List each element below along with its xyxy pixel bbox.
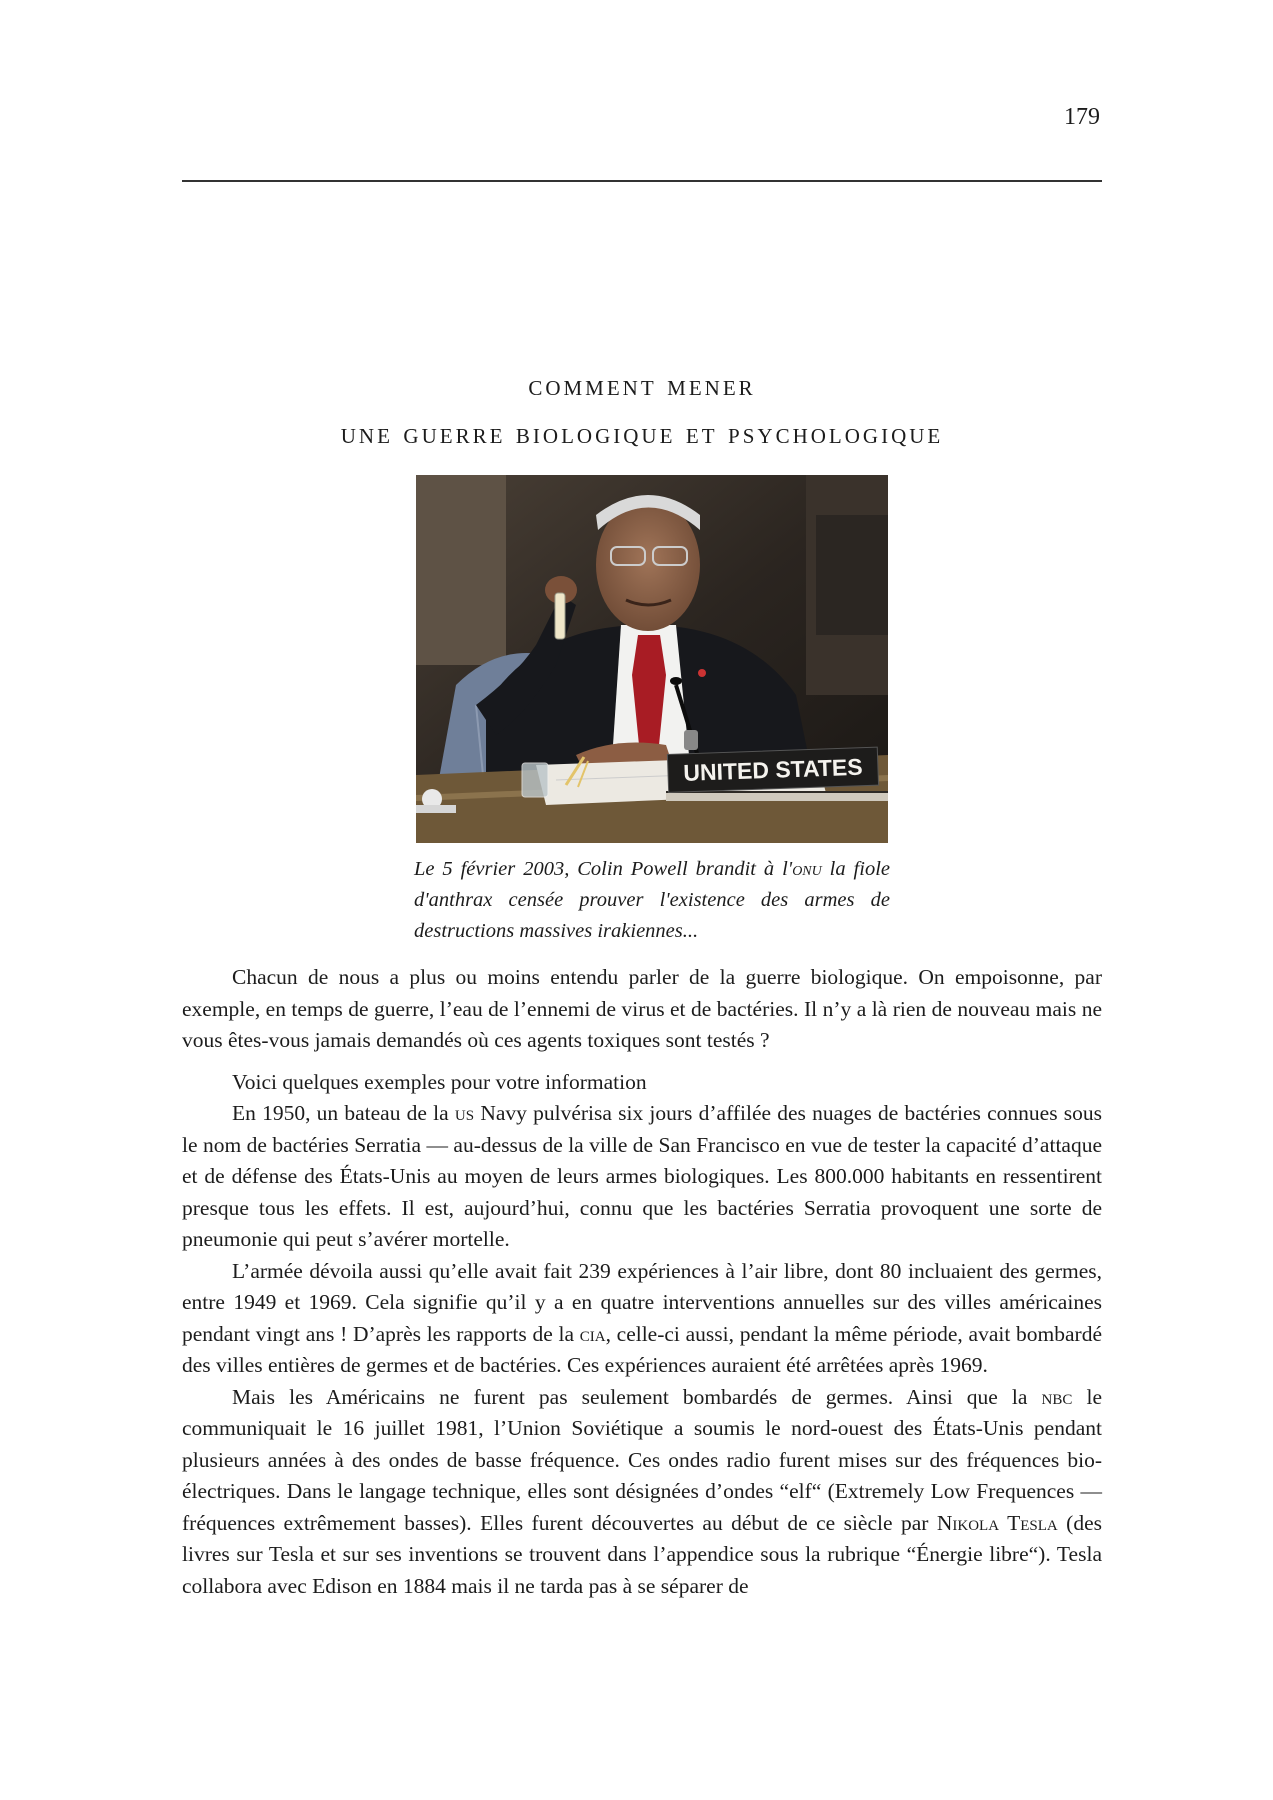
page-number: 179: [1064, 104, 1100, 130]
paragraph-3: [182, 1098, 1102, 1256]
chapter-title: [182, 362, 1102, 458]
paragraph-5: [182, 1382, 1102, 1603]
p4-part-b: , celle-ci aussi, pendant la même période, avait bombardé des villes entières de germes et de bactéries. Ces expériences auraient été arrêtées après 1969.: [182, 1321, 1102, 1377]
p3-us: us: [454, 1101, 475, 1125]
p5-nbc: nbc: [1041, 1384, 1073, 1409]
colin-powell-photo: [416, 475, 888, 843]
p3-part-b: Navy pulvérisa six jours d’affilée des nuages de bactéries connues sous le nom de bactéries Serratia — au-dessus de la ville de San Francisco en vue de tester la capacité d’attaque et de défense des États-Unis au moyen de leurs armes biologiques. Les 800.000 habitants en ressentirent presque tous les effets. Il est, aujourd’hui, connu que les bactéries Serratia provoquent une sorte de pneumonie qui peut s’avérer mortelle.: [182, 1101, 1103, 1251]
paragraph-2: Voici quelques exemples pour votre information: [232, 1069, 647, 1094]
p5-part-b: le communiquait le 16 juillet 1981, l’Union Soviétique a soumis le nord-ouest des États-Unis pendant plusieurs années à des ondes de basse fréquence. Ces ondes radio furent mises sur des fréquences bio-électriques. Dans le langage technique, elles sont désignées d’ondes “elf“ (Extremely Low Frequences — fréquences extrêmement basses). Elles furent découvertes au début de ce siècle par: [182, 1384, 1102, 1535]
p3-part-a: En 1950, un bateau de la: [232, 1101, 455, 1125]
p5-part-a: Mais les Américains ne furent pas seulement bombardés de germes. Ainsi que la: [232, 1384, 1042, 1409]
paragraph-1: Chacun de nous a plus ou moins entendu parler de la guerre biologique. On empoisonne, par exemple, en temps de guerre, l’eau de l’ennemi de virus et de bactéries. Il n’y a là rien de nouveau mais ne vous êtes-vous jamais demandés où ces agents toxiques sont testés ?: [182, 965, 1102, 1052]
p4-cia: cia: [579, 1321, 606, 1346]
header-rule: [182, 180, 1102, 182]
p4-part-a: L’armée dévoila aussi qu’elle avait fait 239 expériences à l’air libre, dont 80 incluaient des germes, entre 1949 et 1969. Cela signifie qu’il y a en quatre interventions annuelles sur des villes américaines pendant vingt ans ! D’après les rapports de la: [182, 1258, 1102, 1346]
chapter-title-line-2: une guerre biologique et psychologique: [340, 417, 944, 450]
caption-part-1: Le 5 février 2003, Colin Powell brandit à l': [414, 858, 793, 880]
p5-tesla: Nikola Tesla: [936, 1510, 1058, 1535]
chapter-title-line-1: comment mener: [528, 369, 756, 402]
caption-onu: onu: [792, 858, 822, 880]
desk-sign-label: UNITED STATES: [682, 753, 864, 786]
caption-part-2: la fiole d'anthrax censée prouver l'existence des armes de destructions massives irakiennes...: [414, 858, 890, 942]
p5-part-c: (des livres sur Tesla et sur ses inventions se trouvent dans l’appendice sous la rubrique “Énergie libre“). Tesla collabora avec Edison en 1884 mais il ne tarda pas à se séparer de: [182, 1510, 1102, 1598]
paragraph-4: [182, 1256, 1102, 1382]
body-text: [182, 962, 1102, 1602]
figure-caption: [414, 854, 890, 947]
